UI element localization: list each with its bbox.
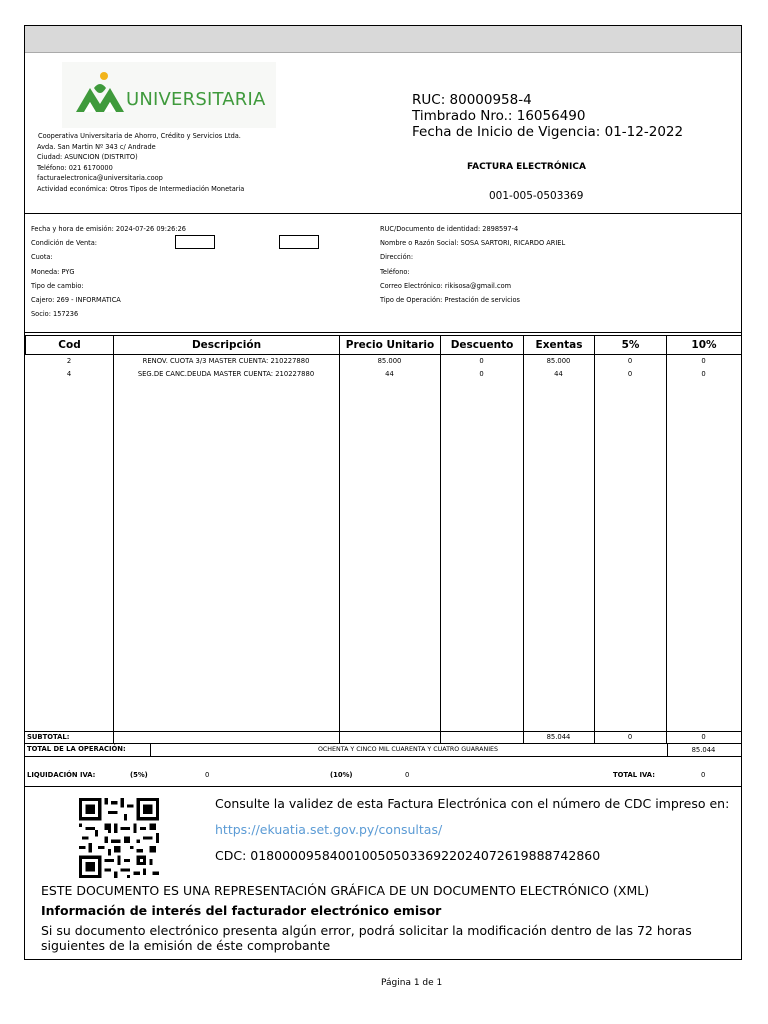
- row-description: RENOV. CUOTA 3/3 MASTER CUENTA: 210227880: [142, 357, 310, 365]
- col-line: [523, 335, 524, 743]
- col-descuento: Descuento: [441, 336, 524, 355]
- col-exentas: Exentas: [524, 336, 595, 355]
- row-discount: 0: [479, 370, 484, 378]
- info-title: Información de interés del facturador electrónico emisor: [41, 903, 442, 918]
- company-line: facturaelectronica@universitaria.coop: [37, 174, 163, 182]
- info-line-1: Si su documento electrónico presenta algún error, podrá solicitar la modificación dentro de las 72 horas: [41, 923, 692, 938]
- company-line: Avda. San Martin Nº 343 c/ Andrade: [37, 142, 156, 151]
- company-line: Teléfono: 021 6170000: [37, 163, 113, 172]
- iva10-value: 0: [405, 771, 410, 779]
- emission-date: Fecha y hora de emisión: 2024-07-26 09:26:26: [31, 225, 186, 233]
- col-line: [666, 335, 667, 743]
- consult-text: Consulte la validez de esta Factura Electrónica con el número de CDC impreso en:: [215, 796, 730, 811]
- col-line: [440, 335, 441, 743]
- customer-info-left: [31, 222, 186, 321]
- info-line-2: siguientes de la emisión de éste comprobante: [41, 938, 331, 953]
- ruc: RUC: 80000958-4: [412, 92, 532, 108]
- total-iva-value: 0: [701, 771, 706, 779]
- items-table-header: [25, 335, 742, 355]
- row-10: 0: [701, 370, 706, 378]
- row-exentas: 44: [554, 370, 563, 378]
- cdc: CDC: 01800009584001005050336922024072619888742860: [215, 848, 601, 863]
- company-line: Ciudad: ASUNCION (DISTRITO): [37, 153, 138, 161]
- customer-info-right: [380, 222, 565, 307]
- total-iva-label: TOTAL IVA:: [613, 771, 655, 779]
- customer-phone: Teléfono:: [380, 267, 410, 276]
- total-words: OCHENTA Y CINCO MIL CUARENTA Y CUATRO GUARANIES: [317, 746, 499, 753]
- sale-condition: Condición de Venta:: [31, 239, 98, 248]
- subtotal-10: 0: [701, 733, 706, 741]
- cashier: Cajero: 269 - INFORMATICA: [31, 296, 121, 305]
- logo: [62, 62, 276, 128]
- exchange-rate: Tipo de cambio:: [31, 281, 84, 290]
- vigencia: Fecha de Inicio de Vigencia: 01-12-2022: [412, 124, 684, 140]
- total-value: 85.044: [691, 746, 716, 754]
- divider: [24, 731, 742, 732]
- col-line: [339, 335, 340, 743]
- operation-type: Tipo de Operación: Prestación de servicios: [380, 296, 520, 305]
- divider: [24, 756, 742, 757]
- col-descripcion: Descripción: [114, 336, 340, 355]
- row-exentas: 85.000: [546, 357, 571, 365]
- row-cod: 4: [66, 370, 72, 378]
- row-discount: 0: [479, 357, 484, 365]
- col-precio: Precio Unitario: [340, 336, 441, 355]
- iva5-label: (5%): [130, 771, 148, 779]
- timbrado: Timbrado Nro.: 16056490: [412, 108, 586, 124]
- document-number: 001-005-0503369: [489, 190, 584, 202]
- qr-code-icon: [79, 798, 159, 878]
- divider: [24, 786, 742, 787]
- checkbox-credito: [279, 235, 319, 249]
- row-cod: 2: [66, 357, 72, 365]
- col-5: 5%: [595, 336, 667, 355]
- iva5-value: 0: [205, 771, 210, 779]
- customer-ruc: RUC/Documento de identidad: 2898597-4: [380, 225, 519, 233]
- col-10: 10%: [667, 336, 742, 355]
- universitaria-logo-icon: [70, 68, 130, 128]
- row-price: 85.000: [377, 357, 402, 365]
- col-line: [594, 335, 595, 743]
- row-5: 0: [627, 370, 633, 378]
- company-line: Actividad económica: Otros Tipos de Intermediación Monetaria: [37, 184, 245, 193]
- divider: [24, 332, 742, 333]
- col-line: [113, 335, 114, 743]
- row-description: SEG.DE CANC.DEUDA MASTER CUENTA: 210227880: [137, 370, 315, 378]
- brand-name: UNIVERSITARIA: [126, 89, 266, 110]
- total-label: TOTAL DE LA OPERACIÓN:: [27, 745, 126, 753]
- row-10: 0: [701, 357, 706, 365]
- currency: Moneda: PYG: [31, 267, 75, 276]
- checkbox-contado: [175, 235, 215, 249]
- iva10-label: (10%): [330, 771, 353, 779]
- row-5: 0: [627, 357, 633, 365]
- subtotal-label: SUBTOTAL:: [27, 733, 70, 741]
- customer-email: Correo Electrónico: rikisosa@gmail.com: [380, 281, 512, 290]
- quota: Cuota:: [31, 253, 53, 262]
- consult-link[interactable]: https://ekuatia.set.gov.py/consultas/: [215, 822, 443, 837]
- iva-label: LIQUIDACIÓN IVA:: [27, 771, 96, 779]
- customer-address: Dirección:: [380, 253, 414, 262]
- divider: [24, 213, 742, 214]
- subtotal-exentas: 85.044: [546, 733, 571, 741]
- col-cod: Cod: [26, 336, 114, 355]
- company-info: [37, 131, 244, 194]
- member: Socio: 157236: [31, 310, 79, 319]
- representation-note: ESTE DOCUMENTO ES UNA REPRESENTACIÓN GRÁFICA DE UN DOCUMENTO ELECTRÓNICO (XML): [41, 883, 650, 898]
- subtotal-5: 0: [627, 733, 633, 741]
- page-number: Página 1 de 1: [381, 978, 443, 988]
- company-line: Cooperativa Universitaria de Ahorro, Crédito y Servicios Ltda.: [38, 132, 241, 140]
- customer-name: Nombre o Razón Social: SOSA SARTORI, RICARDO ARIEL: [380, 239, 566, 248]
- top-bar: [25, 26, 741, 53]
- document-type: FACTURA ELECTRÓNICA: [467, 162, 586, 172]
- row-price: 44: [385, 370, 394, 378]
